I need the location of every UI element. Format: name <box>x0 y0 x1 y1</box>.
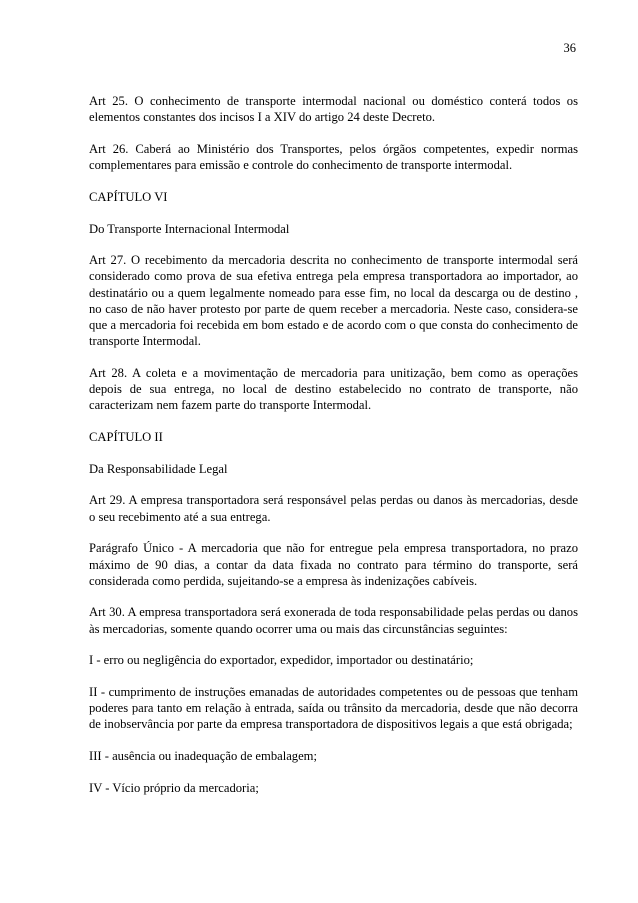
document-body <box>89 93 578 812</box>
list-item-i: I - erro ou negligência do exportador, expedidor, importador ou destinatário; <box>89 653 474 668</box>
paragraph-art-25: Art 25. O conhecimento de transporte intermodal nacional ou doméstico conterá todos os elementos constantes dos incisos I a XIV do artigo 24 deste Decreto. <box>89 94 578 125</box>
paragraph-art-30: Art 30. A empresa transportadora será exonerada de toda responsabilidade pelas perdas ou danos às mercadorias, somente quando ocorrer uma ou mais das circunstâncias seguintes: <box>89 605 578 636</box>
paragraph-art-28: Art 28. A coleta e a movimentação de mercadoria para unitização, bem como as operações depois de sua entrega, no local de destino estabelecido no contrato de transporte, não caracterizam nem fazem parte do transporte Intermodal. <box>89 365 578 413</box>
paragraph-art-26: Art 26. Caberá ao Ministério dos Transportes, pelos órgãos competentes, expedir normas complementares para emissão e controle do conhecimento de transporte intermodal. <box>89 141 578 173</box>
paragraph-unique: Parágrafo Único - A mercadoria que não for entregue pela empresa transportadora, no prazo máximo de 90 dias, a contar da data fixada no contrato para término do transporte, será considerada como perdida, sujeitando-se a empresa às indenizações cabíveis. <box>89 541 578 588</box>
paragraph-art-29: Art 29. A empresa transportadora será responsável pelas perdas ou danos às mercadorias, desde o seu recebimento até a sua entrega. <box>89 493 578 524</box>
list-item-iv: IV - Vício próprio da mercadoria; <box>89 780 259 795</box>
section-title-responsibility: Da Responsabilidade Legal <box>89 461 228 476</box>
paragraph-art-27: Art 27. O recebimento da mercadoria descrita no conhecimento de transporte intermodal será considerado como prova de sua efetiva entrega pela empresa transportadora ao importador, ao destinatário ou a quem legalmente nomeado para esse fim, no local da descarga ou de destino , no caso de não haver protesto por parte de quem receber a mercadoria. Neste caso, considera-se que a mercadoria foi recebida em bom estado e de acordo com o que consta do conhecimento de transporte Intermodal. <box>89 253 578 349</box>
section-title-international: Do Transporte Internacional Intermodal <box>89 221 290 236</box>
chapter-heading-vi: CAPÍTULO VI <box>89 189 168 204</box>
chapter-heading-ii: CAPÍTULO II <box>89 430 163 445</box>
list-item-ii: II - cumprimento de instruções emanadas de autoridades competentes ou de pessoas que tenham poderes para tanto em relação à entrada, saída ou trânsito da mercadoria, desde que não decorra de inobservância por parte da empresa transportadora de dispositivos legais a que está obrigada; <box>89 685 578 732</box>
page-number: 36 <box>563 41 576 55</box>
list-item-iii: III - ausência ou inadequação de embalagem; <box>89 749 317 764</box>
